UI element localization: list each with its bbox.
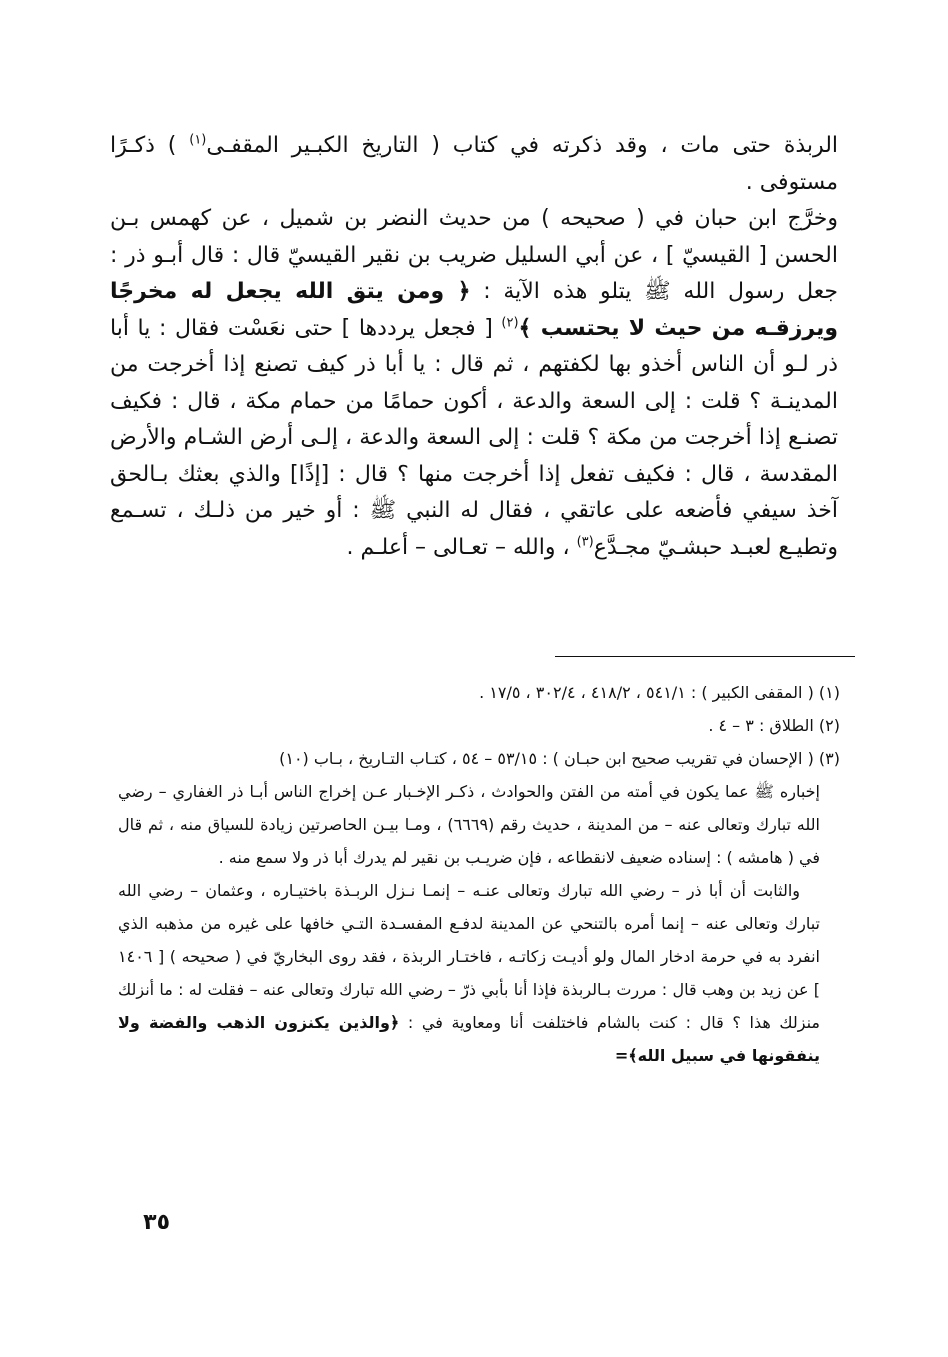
footnote-1: (١) ( المقفى الكبير ) : ٥٤١/١ ، ٤١٨/٢ ، ٣٠٢/٤ ، ١٧/٥ .: [479, 683, 840, 702]
footnote-separator: [555, 656, 855, 657]
footnote-3-paragraph-2-text: والثابت أن أبا ذر – رضي الله تبارك وتعالى عنـه – إنمـا نـزل الربـذة باختيـاره ، وعثمان – رضي الله تبارك وتعالى عنه – إنما أمره بالتنحي عن المدينة لدفـع المفسـدة التـي خافها على غيره من مذهبه الذي انفرد به في حرمة ادخار المال ولو أديـت زكاتـه ، فاختـار الربذة ، فقد روى البخاريّ في ( صحيحه ) [ ١٤٠٦ ] عن زيد بن وهب قال : مررت بـالربذة فإذا أنا بأبي ذرّ – رضي الله تبارك وتعالى عنه – فقلت له : ما أنزلك منزلك هذا ؟ قال : كنت بالشام فاختلفت أنا ومعاوية في :: [118, 881, 820, 1032]
footnote-3-body: إخباره ﷺ عما يكون في أمته من الفتن والحوادث ، ذكـر الإخـبار عـن إخراج الناس أبـا ذر الغفاري – رضي الله تبارك وتعالى عنه – من المدينة ، حديث رقم (٦٦٦٩) ، ومـا بيـن الحاصرتين زيادة للسياق منه ، ثم قال في ( هامشه ) : إسناده ضعيف لانقطاعه ، فإن ضريـب بن نقير لم يدرك أبا ذر ولا سمع منه .: [118, 782, 821, 867]
paragraph-2-text-b: [ فجعل يرددها ] حتى نعَسْت فقال : يا أبا ذر لـو أن الناس أخذو بها لكفتهم ، ثم قال : يا أبا ذر كيف تصنع إذا أخرجت من المدينـة ؟ قلت : إلى السعة والدعة ، أكون حمامًا من حمام مكة ، قال : فكيف تصنـع إذا أخرجت من مكة ؟ قلت : إلى السعة والدعة ، إلـى أرض الشـام والأرض المقدسة ، قال : فكيف تفعل إذا أخرجت منها ؟ قال : [إذًا] والذي بعثك بـالحق آخذ سيفي فأضعه على عاتقي ، فقال له النبي ﷺ : أو خير من ذلـك ، تسـمع وتطيـع لعبـد حبشـيّ مجـدَّع: [110, 315, 838, 560]
paragraph-1: [110, 128, 838, 201]
footnote-ref-3: (٣): [576, 534, 594, 550]
main-text-block: [110, 128, 838, 566]
footnote-quran-verse: ﴿والذين يكنزون الذهب والفضة ولا ينفقونها في سبيل الله﴾=: [118, 1013, 820, 1065]
footnote-2: (٢) الطلاق : ٣ – ٤ .: [708, 716, 840, 735]
paragraph-1-text: الربذة حتى مات ، وقد ذكرته في كتاب ( التاريخ الكبـير المقفـى: [206, 133, 839, 158]
footnote-ref-1: (١): [189, 132, 207, 148]
quran-verse: ﴿ ومن يتق الله يجعل له مخرجًا ويرزقـه من حيث لا يحتسب ﴾: [110, 279, 839, 341]
paragraph-1-end: ) ذكـرًا مستوفى .: [110, 133, 838, 195]
footnote-3-paragraph-2: [118, 874, 840, 1072]
paragraph-2-text-a: وخرَّج ابن حبان في ( صحيحه ) من حديث النضر بن شميل ، عن كهمس بـن الحسن [ القيسيّ ] ، عن أبي السليل ضريب بن نقير القيسيّ قال : قال أبـو ذر : جعل رسول الله ﷺ يتلو هذه الآية :: [110, 206, 839, 304]
paragraph-2: [110, 201, 838, 566]
paragraph-2-end: ، والله – تعـالى – أعلـم .: [346, 534, 570, 560]
page-number: ٣٥: [143, 1210, 170, 1235]
footnote-3-head: (٣) ( الإحسان في تقريب صحيح ابن حبـان ) : ٥٣/١٥ – ٥٤ ، كتـاب التـاريخ ، بـاب (١٠): [279, 749, 840, 768]
footnote-ref-2: (٢): [501, 315, 519, 331]
footnotes-block: [118, 676, 840, 1072]
